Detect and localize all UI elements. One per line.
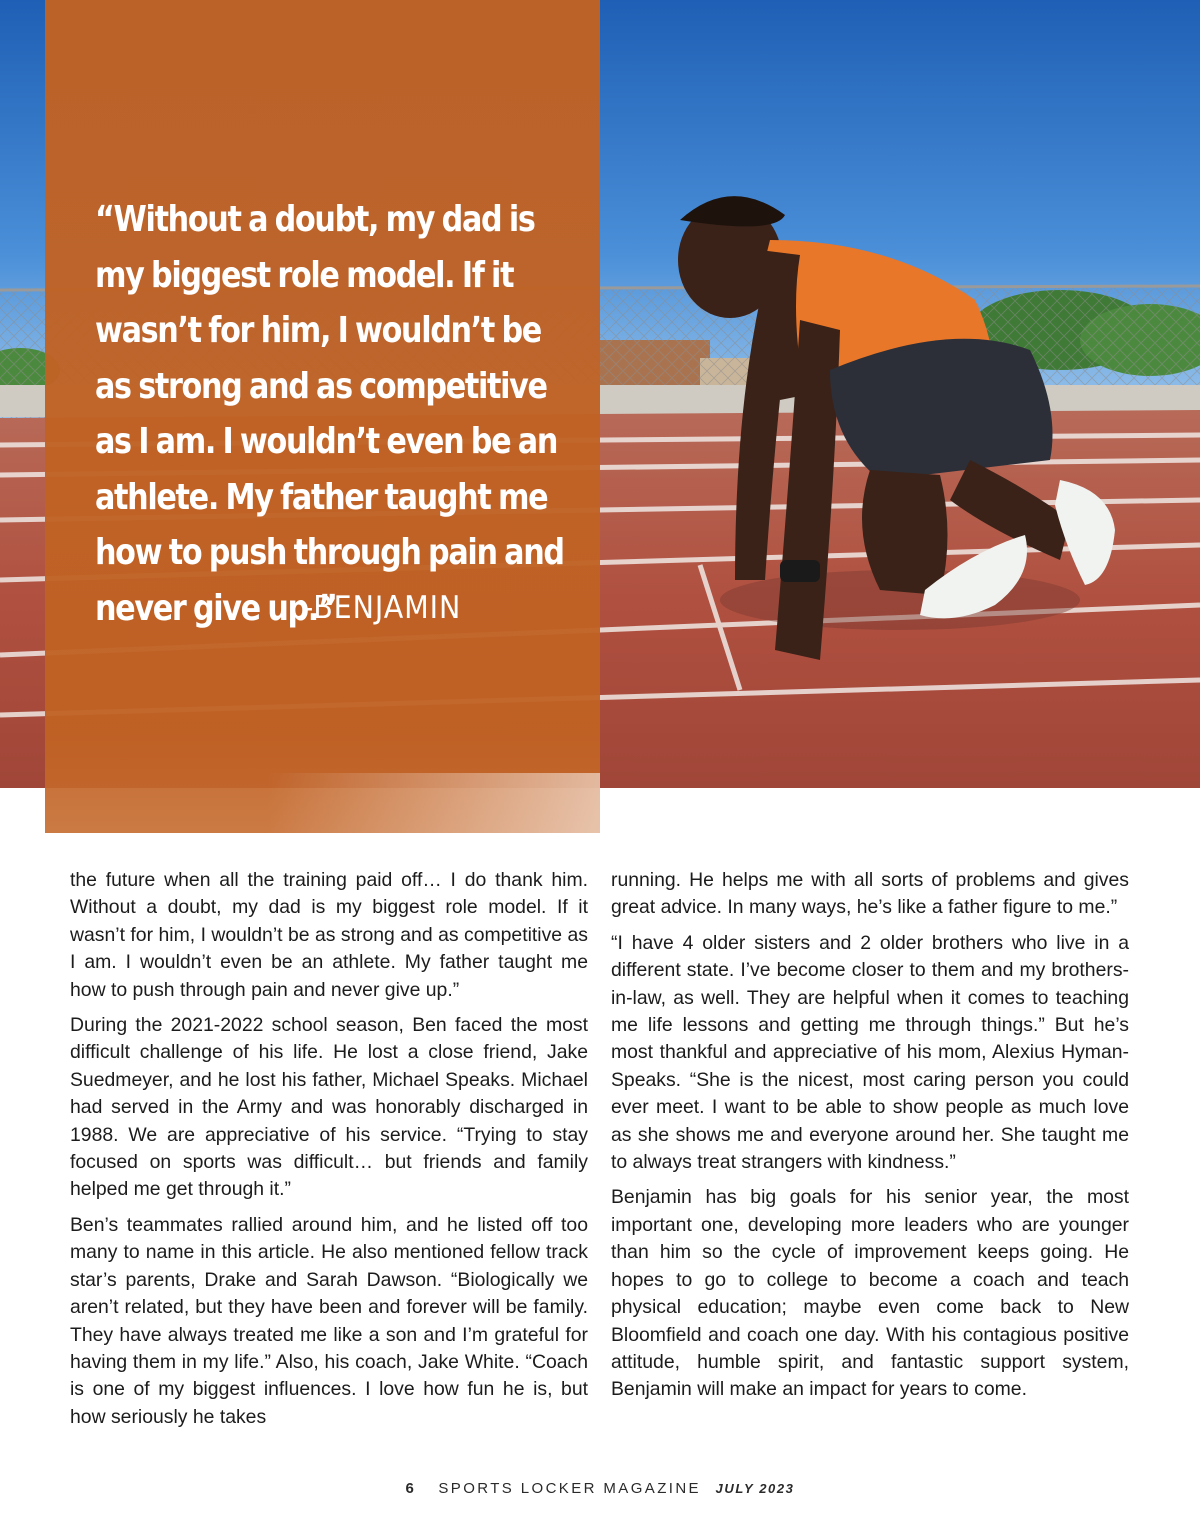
- paragraph: “I have 4 older sisters and 2 older brothers who live in a different state. I’ve become closer to them and my brothers-in-law, as well. They are helpful when it comes to teaching me life lessons and getting me through things.” But he’s most thankful and appreciative of his mom, Alexius Hyman-Speaks. “She is the nicest, most caring person you could ever meet. I want to be able to show people as much love as she shows me and everyone around her. She taught me to always treat strangers with kindness.”: [611, 931, 1129, 1174]
- pull-quote-attribution: -BENJAMIN: [303, 590, 462, 626]
- article-column-left: [70, 867, 588, 1439]
- paragraph: the future when all the training paid off… I do thank him. Without a doubt, my dad is my biggest role model. If it wasn’t for him, I wouldn’t be as strong and as competitive as I am. I wouldn’t even be an athlete. My father taught me how to push through pain and never give up.”: [70, 869, 588, 1001]
- magazine-name: SPORTS LOCKER MAGAZINE: [438, 1480, 701, 1497]
- pull-quote: “Without a doubt, my dad is my biggest role model. If it wasn’t for him, I wouldn’t be as strong and as competitive as I am. I wouldn’t even be an athlete. My father taught me how to push through pain and never give up.”: [95, 199, 564, 629]
- pull-quote-panel: [45, 0, 600, 833]
- page-footer: [0, 1480, 1200, 1497]
- paragraph: During the 2021-2022 school season, Ben faced the most difficult challenge of his life. He lost a close friend, Jake Suedmeyer, and he lost his father, Michael Speaks. Michael had served in the Army and was honorably discharged in 1988. We are appreciative of his service. “Trying to stay focused on sports was difficult… but friends and family helped me get through it.”: [70, 1014, 588, 1201]
- page-number: 6: [405, 1480, 414, 1497]
- issue-date: JULY 2023: [715, 1481, 795, 1496]
- article-column-right: [611, 867, 1129, 1412]
- paragraph: Benjamin has big goals for his senior year, the most important one, developing more leaders who are younger than him so the cycle of improvement keeps going. He hopes to go to college to become a coach and teach physical education; maybe even come back to New Bloomfield and coach one day. With his contagious positive attitude, humble spirit, and fantastic support system, Benjamin will make an impact for years to come.: [611, 1186, 1129, 1401]
- paragraph: Ben’s teammates rallied around him, and he listed off too many to name in this article. He also mentioned fellow track star’s parents, Drake and Sarah Dawson. “Biologically we aren’t related, but they have been and forever will be family. They have always treated me like a son and I’m grateful for having them in my life.” Also, his coach, Jake White. “Coach is one of my biggest influences. I love how fun he is, but how seriously he takes: [70, 1213, 588, 1428]
- paragraph: running. He helps me with all sorts of problems and gives great advice. In many ways, he’s like a father figure to me.”: [611, 869, 1129, 919]
